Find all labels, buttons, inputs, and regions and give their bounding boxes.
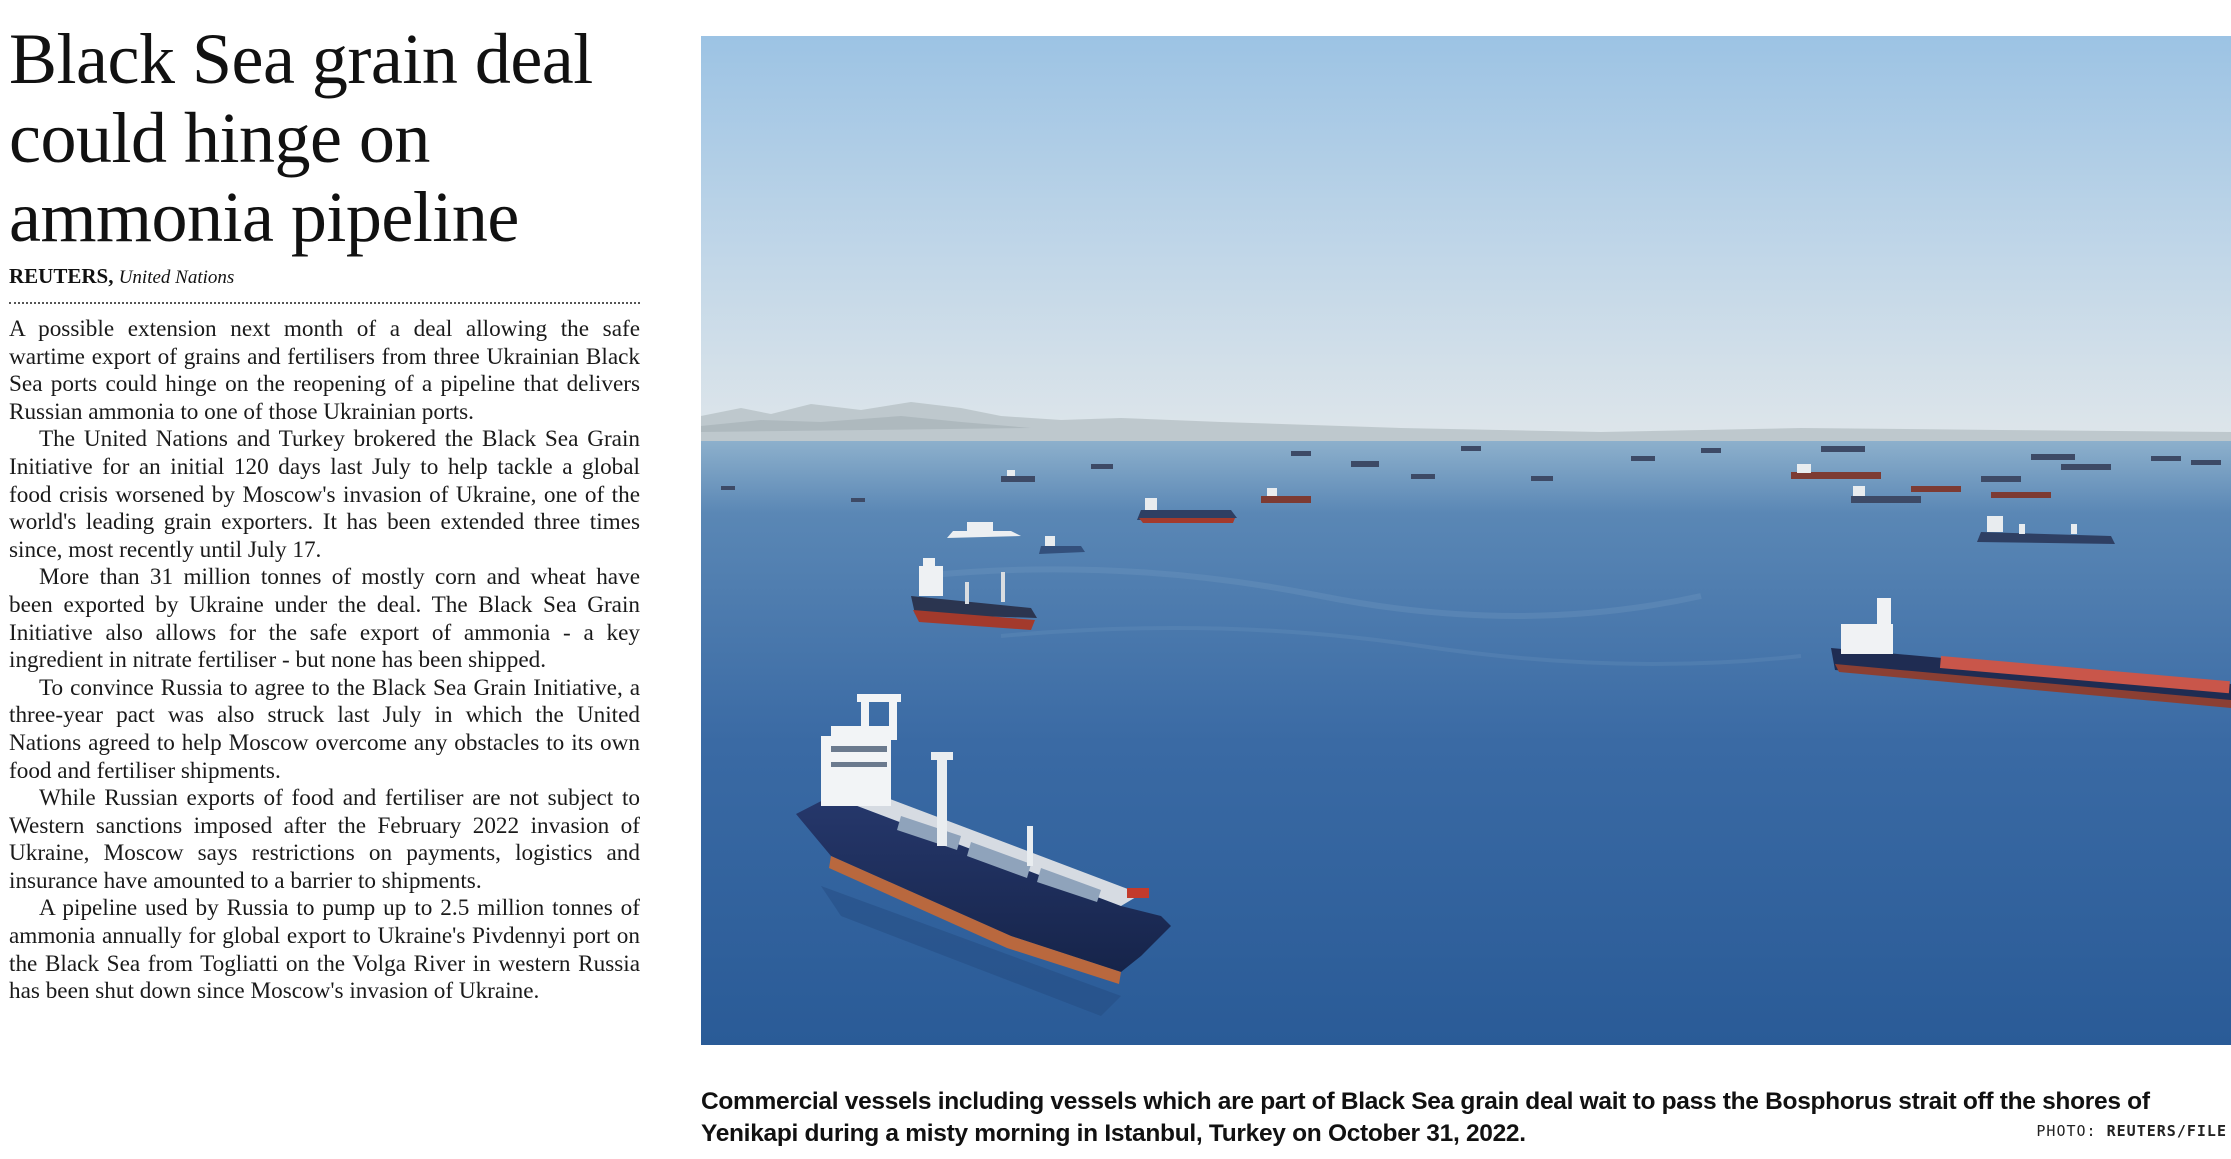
byline-agency: REUTERS, — [9, 264, 114, 288]
headline: Black Sea grain deal could hinge on ammonia pipeline — [9, 19, 593, 257]
byline-divider — [9, 302, 640, 304]
photo-credit — [2036, 1122, 2227, 1140]
article-paragraph: More than 31 million tonnes of mostly corn and wheat have been exported by Ukraine under the deal. The Black Sea Grain Initiative also allows for the safe export of ammonia - a key ingredient in nitrate fertiliser - but none has been shipped. — [9, 564, 640, 674]
article-body — [9, 316, 640, 1006]
article-paragraph: The United Nations and Turkey brokered the Black Sea Grain Initiative for an initial 120 days last July to help tackle a global food crisis worsened by Moscow's invasion of Ukraine, one of the world's leading grain exporters. It has been extended three times since, most recently until July 17. — [9, 426, 640, 563]
ships-at-sea-illustration — [701, 36, 2231, 1045]
article-paragraph: A pipeline used by Russia to pump up to 2.5 million tonnes of ammonia annually for global export to Ukraine's Pivdennyi port on the Black Sea from Togliatti on the Volga River in western Russia has been shut down since Moscow's invasion of Ukraine. — [9, 895, 640, 1005]
article-paragraph: While Russian exports of food and fertiliser are not subject to Western sanctions imposed after the February 2022 invasion of Ukraine, Moscow says restrictions on payments, logistics and insurance have amounted to a barrier to shipments. — [9, 785, 640, 894]
article-paragraph: A possible extension next month of a deal allowing the safe wartime export of grains and fertilisers from three Ukrainian Black Sea ports could hinge on the reopening of a pipeline that delivers Russian ammonia to one of those Ukrainian ports. — [9, 316, 640, 425]
news-photo — [701, 36, 2231, 1045]
photo-credit-label: PHOTO: — [2036, 1122, 2097, 1140]
sky — [701, 36, 2231, 446]
byline-dateline: United Nations — [118, 267, 235, 288]
byline — [9, 263, 640, 291]
article-paragraph: To convince Russia to agree to the Black Sea Grain Initiative, a three-year pact was also struck last July in which the United Nations agreed to help Moscow overcome any obstacles to its own food and fertiliser shipments. — [9, 674, 640, 784]
photo-caption: Commercial vessels including vessels which are part of Black Sea grain deal wait to pass the Bosphorus strait off the shores of Yenikapi during a misty morning in Istanbul, Turkey on October 31, 2022. — [701, 1088, 2150, 1147]
photo-credit-source: REUTERS/FILE — [2106, 1122, 2227, 1140]
